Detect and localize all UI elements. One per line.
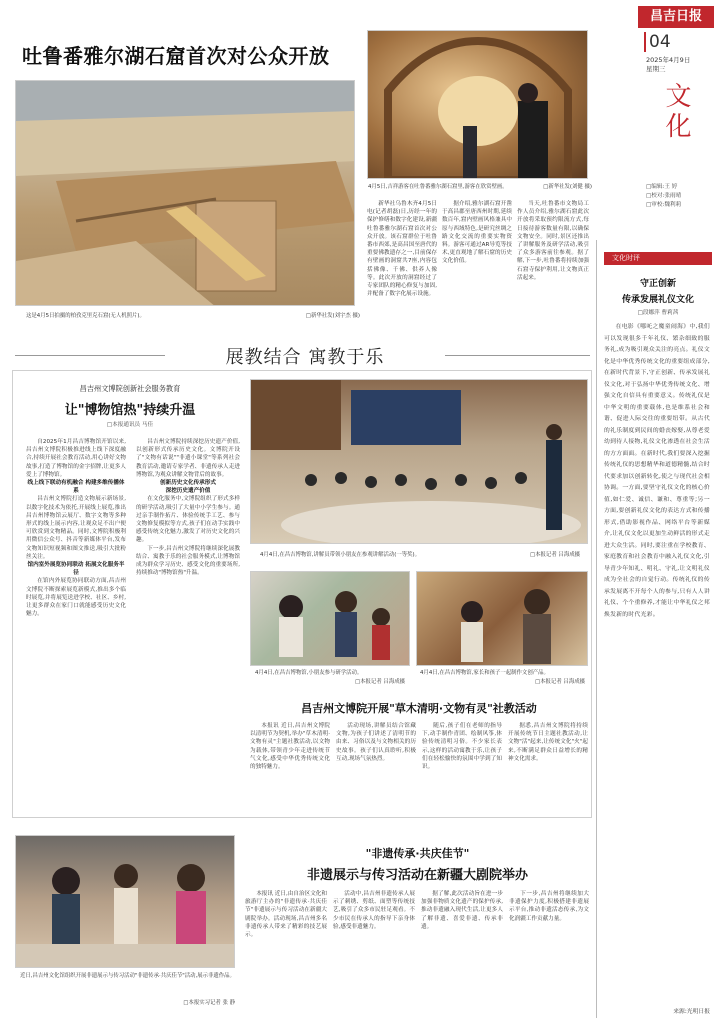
story1-column-1 <box>367 200 437 330</box>
story4-column-2 <box>333 890 415 1018</box>
sidebar-title-1: 守正创新 <box>639 279 676 289</box>
issue-date: 2025年4月9日 <box>646 56 691 64</box>
editor-credit: □编辑:王 婷 <box>646 184 678 190</box>
intangible-heritage-photo <box>15 835 235 968</box>
story4-headline: 非遗展示与传习活动在新疆大剧院举办 <box>306 868 528 883</box>
story4-kicker: "非遗传承·共庆佳节" <box>365 847 470 860</box>
photo4-credit: □本报记者 吕海成摄 <box>355 679 405 685</box>
story4-paragraph-1: 本报讯 近日,由自治区文化和旅游厅主办的"非遗传承·共庆佳节"非遗展示与传习活动在新疆大剧院举办。活动现场,昌吉州多名非遗传承人带来了精彩的技艺展示。 <box>245 891 327 939</box>
photo2-credit: □新华社发(刘健 摄) <box>543 184 592 190</box>
photo2-caption: 4月5日,吉祥游客在吐鲁番雅尔湖石窟里,游客在欣赏壁画。 <box>368 184 508 190</box>
story2-col1-p3: 在馆内外展览协同联动方面,昌吉州文博院不断探索展览新模式,推出多个临时展览,并将展览送进学校、社区、乡村,让更多群众在家门口就能感受历史文化魅力。 <box>26 578 126 618</box>
sidebar-divider <box>596 240 597 1018</box>
sidebar-body <box>604 322 710 1002</box>
story1-headline: 吐鲁番雅尔湖石窟首次对公众开放 <box>22 44 330 68</box>
story2-subhead-4: 深挖历史遗产价值 <box>165 488 211 495</box>
section-title: 文化 <box>661 82 691 142</box>
story2-col1-p2: 昌吉州文博院打造文物展示新场景,以数字化技术为依托,开展线上展览,推出昌吉州博物馆云展厅、数字文物等多种形式的线上展示内容,让观众足不出户便可欣赏到文物精品。同时,文博院积极利用微信公众号、抖音等新媒体平台,发布文物知识短视频和图文推送,吸引大批粉丝关注。 <box>26 496 126 560</box>
grotto-aerial-illustration <box>16 81 355 306</box>
page-number-value: 04 <box>644 32 671 52</box>
story2-frame <box>12 370 592 818</box>
photo4-caption: 4月4日,在昌吉博物馆,小朋友参与研学活动。 <box>255 670 363 676</box>
story3-headline: 昌吉州文博院开展"草木清明·文物有灵"社教活动 <box>301 702 537 715</box>
story1-column-3 <box>517 200 589 330</box>
story1-column-2 <box>442 200 512 330</box>
sidebar-column-tag <box>604 252 712 265</box>
story2-byline: □本报通讯员 马佳 <box>106 422 154 428</box>
story3-paragraph-1: 本报讯 近日,昌吉州文博院以清明节为契机,举办"草木清明·文物有灵"主题社教活动,以文物为载体,带领青少年走进传统节气文化,感受中华优秀传统文化的独特魅力。 <box>250 723 330 771</box>
photo1-caption: 这是4月5日拍摄的柏孜克里克石窟(无人机照片)。 <box>26 313 145 319</box>
story4-paragraph-3: 据了解,此次活动旨在进一步加强非物质文化遗产的保护传承,推动非遗融入现代生活,让更多人了解非遗、喜爱非遗、传承非遗。 <box>421 891 503 930</box>
story2-banner: 展教结合 寓教于乐 <box>225 347 385 368</box>
story1-paragraph-1: 新华社乌鲁木齐4月5日电(记者胡磊)日,历经一年的保护修缮和数字化建设,新疆吐鲁番雅尔湖石窟首次对公众开放。该石窟群位于吐鲁番市西郊,是高昌国至唐代的重要佛教遗存之一,目前保存有壁画的洞窟共7座,内容包括佛像、千佛、供养人像等。此次开放的洞窟经过了专家团队的精心修复与加固,并配备了数字化展示设施。 <box>367 201 437 298</box>
story2-headline: 让"博物馆热"持续升温 <box>64 403 196 418</box>
visitors-mural-photo <box>367 30 588 179</box>
story1-paragraph-3: 当天,吐鲁番市文物局工作人员介绍,雅尔湖石窟此次开放将采取预约限流方式,每日接待游客数量有限,以确保文物安全。同时,景区还推出了讲解服务及研学活动,吸引了众多游客前往参观。据了解,下一步,吐鲁番将持续加强石窟寺保护利用,让文物真正活起来。 <box>517 201 589 281</box>
photo6-credit: □本报实习记者 张 静 <box>183 1000 235 1006</box>
story3-paragraph-2: 活动现场,讲解员结合馆藏文物,为孩子们讲述了清明节的由来、习俗以及与文物相关的历史故事。孩子们认真聆听,积极互动,现场气氛热烈。 <box>336 723 416 762</box>
story1-paragraph-2: 据介绍,雅尔湖石窟开凿于高昌郡至唐西州时期,延续数百年,窟内壁画风格兼具中原与西域特色,是研究丝绸之路文化交流的重要实物资料。游客可通过AR导览等技术,更直观地了解石窟的历史文化价值。 <box>442 201 512 265</box>
story4-column-1 <box>245 890 327 1018</box>
photo6-caption: 近日,昌吉州文化馆组织开展非遗展示与传习活动"非遗传承·共庆佳节"活动,展示非遗作品。 <box>20 973 235 979</box>
story2-subhead-3: 创新历史文化传承形式 <box>160 480 216 487</box>
story4-column-3 <box>421 890 503 1018</box>
review-credit: □审校:魏利莉 <box>646 202 682 208</box>
story4-column-4 <box>509 890 589 1018</box>
story2-col2-p3: 下一步,昌吉州文博院将继续深化展教结合、寓教于乐的社会服务模式,让博物馆成为群众学习历史、感受文化的重要场所,持续推动"博物馆热"升温。 <box>136 545 240 577</box>
story2-col2-p2: 在文化服务中,文博院组织了形式多样的研学活动,吸引了大量中小学生参与。通过亲手制作拓片、体验传统手工艺、参与文物修复模拟等方式,孩子们在动手实践中感受传统文化魅力,激发了对历史文化的兴趣。 <box>136 496 240 544</box>
sidebar-title-2: 传承发展礼仪文化 <box>621 295 694 305</box>
sidebar-column-tag-label: 文化时评 <box>612 254 640 262</box>
page-number <box>644 32 671 52</box>
story4-paragraph-2: 活动中,昌吉州非遗传承人展示了刺绣、剪纸、面塑等传统技艺,吸引了众多市民驻足观看。不少市民在传承人的指导下亲身体验,感受非遗魅力。 <box>333 891 415 930</box>
visitors-mural-illustration <box>368 31 588 179</box>
issue-weekday: 星期三 <box>646 65 666 73</box>
photo5-credit: □本报记者 吕海成摄 <box>535 679 585 685</box>
sidebar-author: □段娜萍 曹莉茜 <box>637 310 679 316</box>
intangible-heritage-illustration <box>16 836 235 968</box>
story3-paragraph-4: 据悉,昌吉州文博院将持续开展传统节日主题社教活动,让文物"活"起来,让传统文化"火"起来,不断满足群众日益增长的精神文化需求。 <box>508 723 588 762</box>
banner-rule-left <box>15 355 165 356</box>
photo5-caption: 4月4日,在昌吉博物馆,家长和孩子一起制作文创产品。 <box>420 670 549 676</box>
story3-paragraph-3: 随后,孩子们在老师的指导下,动手制作青团、绘制风筝,体验传统清明习俗。不少家长表示,这样的活动寓教于乐,让孩子们在轻松愉快的氛围中学到了知识。 <box>422 723 502 771</box>
sidebar-paragraph: 在电影《哪吒之魔童闹海》中,我们可以发现很多千年礼仪、繁杂细致的服务礼,成为吸引观众关注的亮点。礼仪文化是中华优秀传统文化的重要组成部分,在新时代背景下,守正创新、传承发展礼仪文化,对于弘扬中华优秀传统文化、增强文化自信具有重要意义。传统礼仪是中华文明的重要载体,也是维系社会和谐、促进人际交往的重要纽带。从古代的礼乐制度到民间的婚丧嫁娶,从尊老爱幼到待人接物,礼仪文化渗透在社会生活的方方面面。在新时代,我们要深入挖掘传统礼仪的思想精华和道德精髓,结合时代要求加以创新转化,使之与现代社会相协调。一方面,要坚守礼仪文化的核心价值,如仁爱、诚信、谦和、尊重等;另一方面,要创新礼仪文化的表达方式和传播形式,借助影视作品、网络平台等新媒介,让礼仪文化以更加生动鲜活的形式走进大众生活。同时,要注重在学校教育、家庭教育和社会教育中融入礼仪文化,引导青少年知礼、明礼、守礼,让文明礼仪成为全社会的自觉行动。传统礼仪的传承发展离不开每个人的参与,只有人人讲礼仪、个个重修养,才能让中华礼仪之邦焕发新的时代光彩。 <box>604 324 710 618</box>
paper-logo: 昌吉日报 <box>638 6 714 28</box>
story2-subhead-2: 馆内室外展览协同联动 拓展文化服务半径 <box>27 562 125 577</box>
story2-col2-p1: 昌吉州文博院持续深挖历史遗产价值,以创新形式传承历史文化。文博院开设了"文物有话说""非遗小课堂"等系列社会教育活动,邀请专家学者、非遗传承人走进博物馆,为观众讲解文物背后的故事。 <box>136 439 240 478</box>
proof-credit: □校对:张雨晴 <box>646 193 682 199</box>
story4-paragraph-4: 下一步,昌吉州将继续加大非遗保护力度,积极搭建非遗展示平台,推动非遗活态传承,为文化润疆工作贡献力量。 <box>509 891 589 922</box>
story2-kicker: 昌吉州文博院创新社会服务教育 <box>79 384 181 393</box>
photo3-caption: 4月4日,在昌吉博物馆,讲解员带领小朋友在参观讲解活动(一等奖)。 <box>260 552 421 558</box>
sidebar-source: 来源:光明日报 <box>673 1009 710 1015</box>
grotto-aerial-photo <box>15 80 355 306</box>
photo1-credit: □新华社发(刘宇杰 摄) <box>305 313 360 319</box>
banner-rule-right <box>445 355 590 356</box>
story2-subhead-1: 线上线下联动有机融合 构建多维传播体系 <box>27 480 125 495</box>
photo3-credit: □本报记者 吕海成摄 <box>530 552 580 558</box>
story2-col1-p1: 自2025年1月昌吉博物馆开馆以来,昌吉州文博院积极推进线上线下深度融合,持续开展社会教育活动,用心讲好文物故事,打造了博物馆的金字招牌,让更多人爱上了博物馆。 <box>26 439 126 478</box>
